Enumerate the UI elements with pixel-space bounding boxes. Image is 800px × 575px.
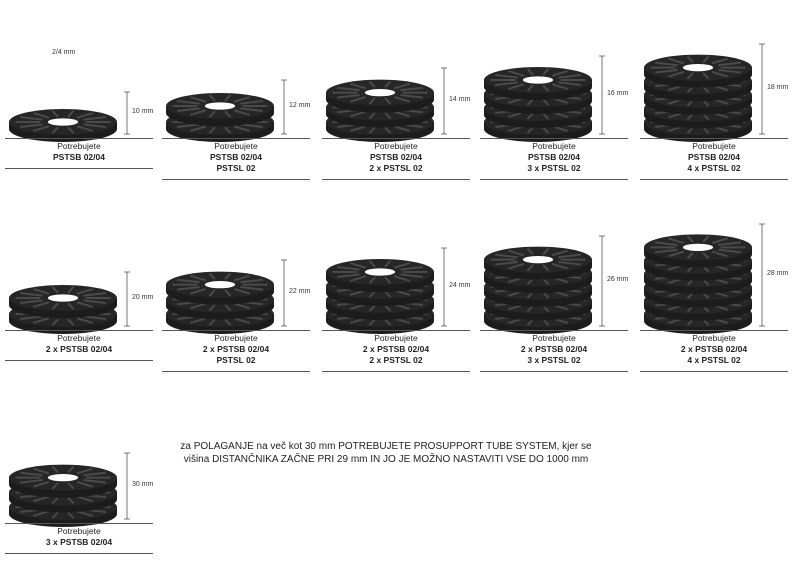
required-part: 3 x PSTSL 02 (527, 163, 581, 173)
spacer-config-card (322, 192, 472, 382)
needed-label: Potrebujete (57, 526, 101, 536)
spacer-stack (5, 385, 155, 525)
requirement-caption (322, 141, 470, 174)
spacer-config-card (640, 0, 790, 190)
spacer-disc (326, 259, 434, 292)
needed-label: Potrebujete (692, 333, 736, 343)
needed-label: Potrebujete (57, 333, 101, 343)
required-part: 3 x PSTSL 02 (527, 355, 581, 365)
height-label: 20 mm (132, 294, 154, 301)
spacer-config-card (162, 0, 312, 190)
needed-label: Potrebujete (214, 333, 258, 343)
height-label: 22 mm (289, 288, 311, 295)
required-part: PSTSB 02/04 (370, 152, 422, 162)
caption-divider-bottom (480, 371, 628, 372)
requirement-caption (322, 333, 470, 366)
spacer-disc (166, 272, 274, 305)
caption-divider-bottom (480, 179, 628, 180)
required-part: PSTSB 02/04 (688, 152, 740, 162)
caption-divider-top (480, 138, 628, 139)
spacer-config-card (640, 192, 790, 382)
required-part: PSTSB 02/04 (210, 152, 262, 162)
height-label: 30 mm (132, 481, 154, 488)
caption-divider-top (640, 330, 788, 331)
height-label: 28 mm (767, 270, 789, 277)
spacer-stack (480, 192, 630, 332)
caption-divider-bottom (5, 168, 153, 169)
caption-divider-top (640, 138, 788, 139)
required-part: 2 x PSTSB 02/04 (362, 344, 430, 354)
caption-divider-bottom (322, 179, 470, 180)
caption-divider-bottom (322, 371, 470, 372)
caption-divider-top (162, 138, 310, 139)
tube-system-note: za POLAGANJE na več kot 30 mm POTREBUJETE PROSUPPORT TUBE SYSTEM, kjer se višina DISTANČNIKA ZAČNE PRI 29 mm IN JO JE MOŽNO NASTAVITI VSE DO 1000 mm (180, 441, 592, 465)
spacer-stack (480, 0, 630, 140)
spacer-stack (5, 0, 155, 140)
spacer-disc (484, 247, 592, 280)
spacer-stack (162, 0, 312, 140)
requirement-caption (162, 333, 310, 366)
spacer-stack (322, 192, 472, 332)
spacer-stack (162, 192, 312, 332)
needed-label: Potrebujete (214, 141, 258, 151)
needed-label: Potrebujete (532, 333, 576, 343)
spacer-stack (640, 0, 790, 140)
needed-label: Potrebujete (532, 141, 576, 151)
caption-divider-bottom (640, 179, 788, 180)
caption-divider-bottom (640, 371, 788, 372)
required-part: 2 x PSTSL 02 (369, 355, 423, 365)
required-part: PSTSB 02/04 (53, 152, 105, 162)
requirement-caption (640, 333, 788, 366)
caption-divider-bottom (5, 553, 153, 554)
caption-divider-top (322, 138, 470, 139)
required-part: PSTSL 02 (216, 355, 256, 365)
spacer-disc (644, 234, 752, 267)
required-part: 4 x PSTSL 02 (687, 163, 741, 173)
requirement-caption (5, 141, 153, 163)
required-part: 2 x PSTSB 02/04 (520, 344, 588, 354)
requirement-caption (480, 333, 628, 366)
caption-divider-top (322, 330, 470, 331)
needed-label: Potrebujete (374, 141, 418, 151)
spacer-config-card (5, 385, 155, 575)
caption-divider-top (5, 330, 153, 331)
height-label: 12 mm (289, 102, 311, 109)
caption-divider-bottom (5, 360, 153, 361)
height-label: 16 mm (607, 90, 629, 97)
needed-label: Potrebujete (57, 141, 101, 151)
required-part: 2 x PSTSB 02/04 (202, 344, 270, 354)
spacer-stack (322, 0, 472, 140)
height-label: 24 mm (449, 282, 471, 289)
spacer-disc (9, 285, 117, 318)
required-part: 4 x PSTSL 02 (687, 355, 741, 365)
required-part: PSTSL 02 (216, 163, 256, 173)
height-label: 10 mm (132, 108, 154, 115)
requirement-caption (480, 141, 628, 174)
required-part: 2 x PSTSB 02/04 (45, 344, 113, 354)
spacer-disc (484, 67, 592, 100)
requirement-caption (640, 141, 788, 174)
spacer-config-card (480, 192, 630, 382)
required-part: PSTSB 02/04 (528, 152, 580, 162)
required-part: 2 x PSTSL 02 (369, 163, 423, 173)
spacer-stack (5, 192, 155, 332)
height-label: 14 mm (449, 96, 471, 103)
requirement-caption (162, 141, 310, 174)
gap-dimension-label: 2/4 mm (52, 49, 76, 56)
spacer-stack (640, 192, 790, 332)
spacer-config-card (162, 192, 312, 382)
spacer-config-card (322, 0, 472, 190)
spacer-config-card (5, 0, 155, 190)
spacer-config-card (5, 192, 155, 382)
needed-label: Potrebujete (374, 333, 418, 343)
required-part: 3 x PSTSB 02/04 (45, 537, 113, 547)
spacer-disc (9, 465, 117, 498)
caption-divider-top (5, 138, 153, 139)
needed-label: Potrebujete (692, 141, 736, 151)
spacer-config-card (480, 0, 630, 190)
requirement-caption (5, 526, 153, 548)
caption-divider-bottom (162, 179, 310, 180)
height-label: 18 mm (767, 84, 789, 91)
caption-divider-bottom (162, 371, 310, 372)
spacer-disc (644, 55, 752, 88)
requirement-caption (5, 333, 153, 355)
required-part: 2 x PSTSB 02/04 (680, 344, 748, 354)
spacer-disc (326, 80, 434, 113)
height-label: 26 mm (607, 276, 629, 283)
spacer-disc (166, 93, 274, 126)
caption-divider-top (5, 523, 153, 524)
caption-divider-top (162, 330, 310, 331)
caption-divider-top (480, 330, 628, 331)
